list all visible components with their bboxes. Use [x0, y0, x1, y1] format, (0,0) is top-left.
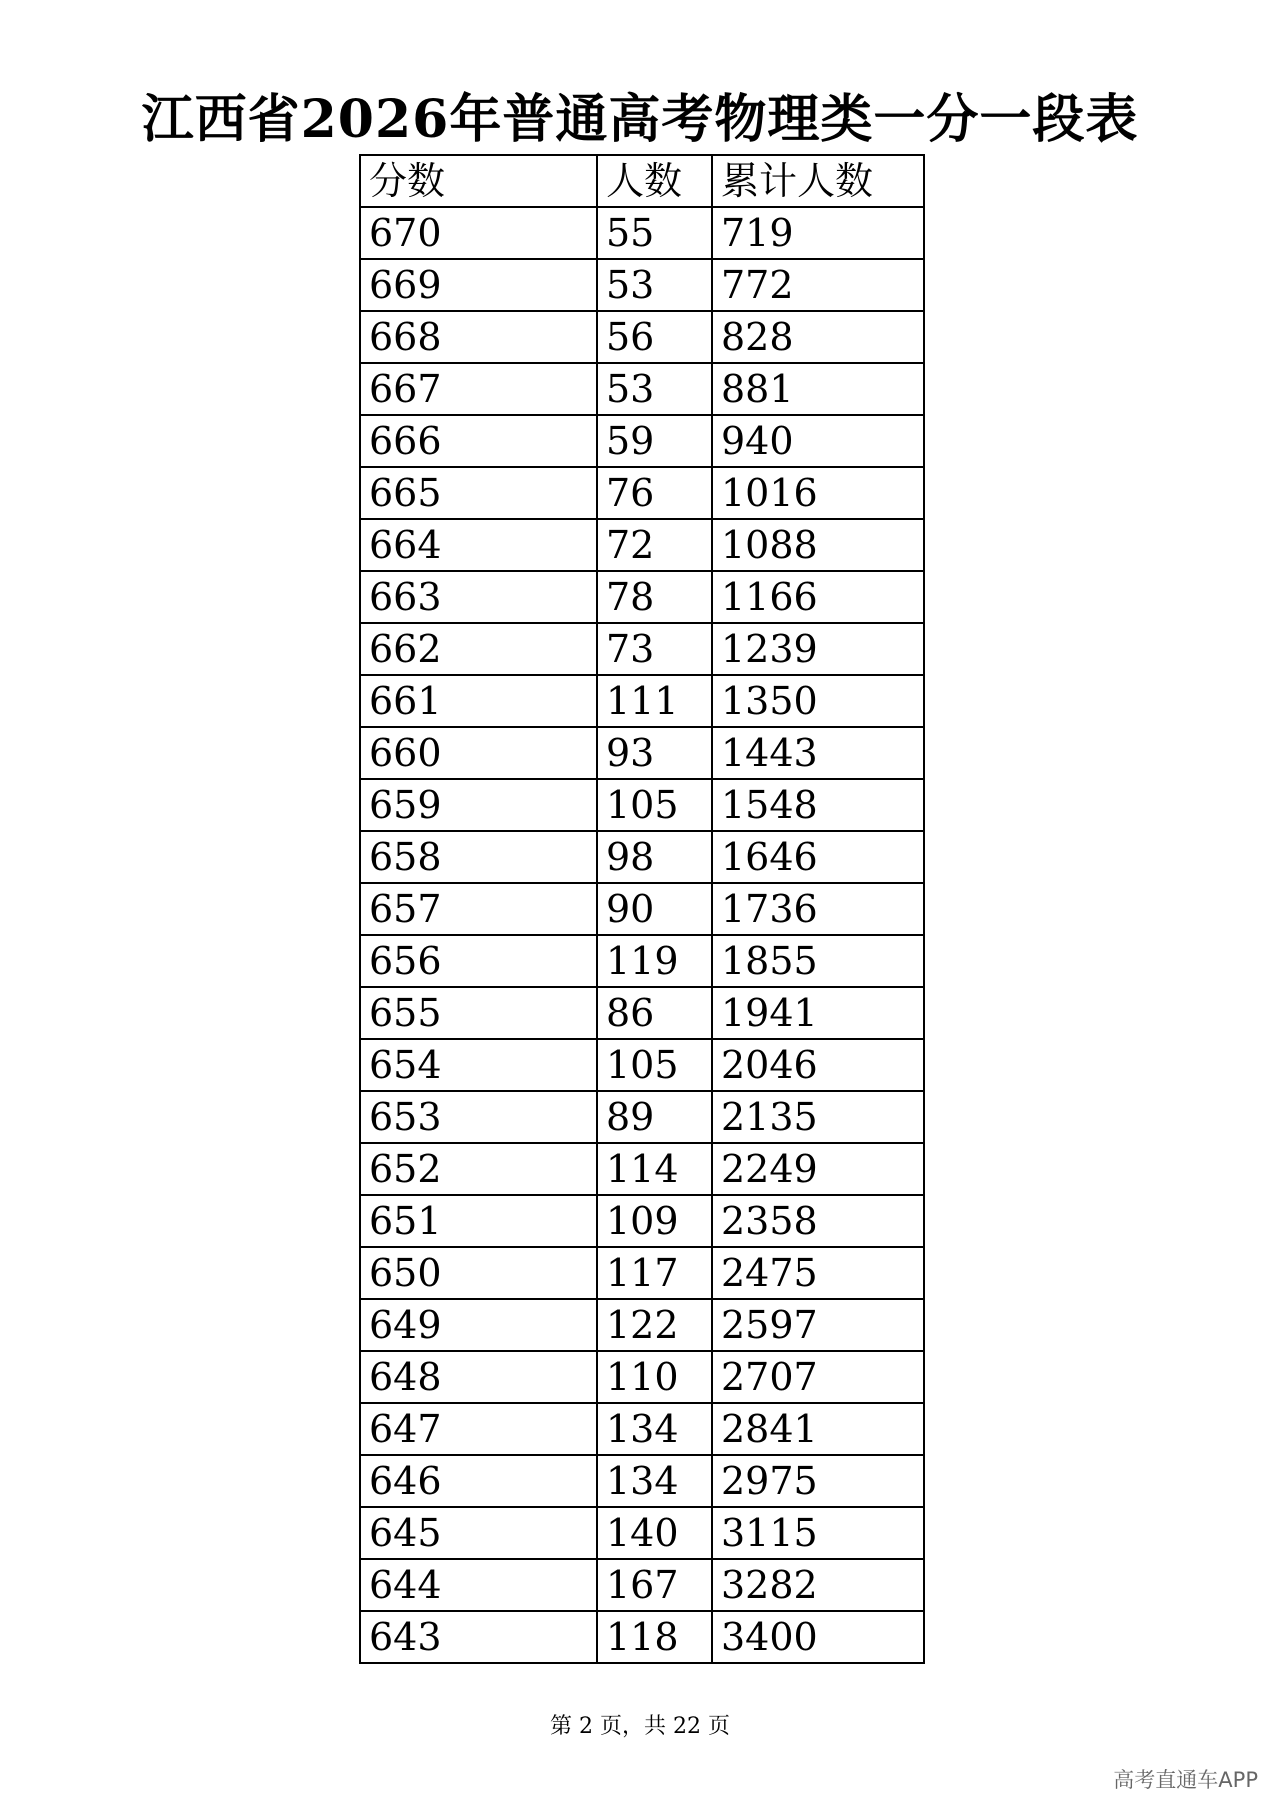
cell-cumulative: 1088 — [712, 519, 924, 571]
page-title: 江西省2026年普通高考物理类一分一段表 — [141, 89, 1139, 150]
cell-cumulative: 1646 — [712, 831, 924, 883]
cell-cumulative: 1548 — [712, 779, 924, 831]
table-row — [360, 519, 924, 571]
cell-count: 93 — [597, 727, 712, 779]
cell-cumulative: 3282 — [712, 1559, 924, 1611]
header-cumulative: 累计人数 — [712, 155, 924, 207]
cell-cumulative: 719 — [712, 207, 924, 259]
cell-score: 654 — [360, 1039, 597, 1091]
table-row — [360, 311, 924, 363]
cell-count: 89 — [597, 1091, 712, 1143]
cell-score: 655 — [360, 987, 597, 1039]
table-row — [360, 935, 924, 987]
table-row — [360, 415, 924, 467]
table-row — [360, 1559, 924, 1611]
cell-count: 90 — [597, 883, 712, 935]
cell-cumulative: 1016 — [712, 467, 924, 519]
cell-cumulative: 2046 — [712, 1039, 924, 1091]
cell-cumulative: 2135 — [712, 1091, 924, 1143]
cell-score: 664 — [360, 519, 597, 571]
cell-score: 666 — [360, 415, 597, 467]
table-row — [360, 675, 924, 727]
cell-cumulative: 881 — [712, 363, 924, 415]
cell-score: 659 — [360, 779, 597, 831]
cell-count: 119 — [597, 935, 712, 987]
table-body — [360, 207, 924, 1663]
cell-score: 658 — [360, 831, 597, 883]
cell-score: 653 — [360, 1091, 597, 1143]
cell-cumulative: 2597 — [712, 1299, 924, 1351]
cell-count: 105 — [597, 1039, 712, 1091]
cell-score: 652 — [360, 1143, 597, 1195]
cell-cumulative: 3400 — [712, 1611, 924, 1663]
table-row — [360, 1611, 924, 1663]
cell-count: 134 — [597, 1455, 712, 1507]
cell-count: 53 — [597, 363, 712, 415]
cell-count: 56 — [597, 311, 712, 363]
cell-score: 660 — [360, 727, 597, 779]
table-row — [360, 883, 924, 935]
cell-score: 670 — [360, 207, 597, 259]
table-row — [360, 1299, 924, 1351]
table-row — [360, 259, 924, 311]
cell-score: 646 — [360, 1455, 597, 1507]
watermark: 高考直通车APP — [1113, 1768, 1258, 1792]
table-row — [360, 207, 924, 259]
table-row — [360, 727, 924, 779]
cell-count: 53 — [597, 259, 712, 311]
cell-score: 669 — [360, 259, 597, 311]
table-row — [360, 1403, 924, 1455]
cell-cumulative: 940 — [712, 415, 924, 467]
score-table — [359, 154, 925, 1664]
cell-score: 649 — [360, 1299, 597, 1351]
cell-count: 110 — [597, 1351, 712, 1403]
cell-score: 662 — [360, 623, 597, 675]
cell-count: 59 — [597, 415, 712, 467]
cell-score: 651 — [360, 1195, 597, 1247]
table-row — [360, 467, 924, 519]
header-score: 分数 — [360, 155, 597, 207]
cell-count: 109 — [597, 1195, 712, 1247]
cell-score: 667 — [360, 363, 597, 415]
cell-count: 140 — [597, 1507, 712, 1559]
cell-cumulative: 2358 — [712, 1195, 924, 1247]
table-row — [360, 1195, 924, 1247]
cell-cumulative: 1443 — [712, 727, 924, 779]
cell-score: 665 — [360, 467, 597, 519]
cell-cumulative: 1855 — [712, 935, 924, 987]
cell-score: 661 — [360, 675, 597, 727]
cell-cumulative: 2841 — [712, 1403, 924, 1455]
cell-cumulative: 1350 — [712, 675, 924, 727]
cell-count: 105 — [597, 779, 712, 831]
cell-count: 55 — [597, 207, 712, 259]
cell-score: 647 — [360, 1403, 597, 1455]
cell-count: 86 — [597, 987, 712, 1039]
cell-cumulative: 1166 — [712, 571, 924, 623]
table-row — [360, 1039, 924, 1091]
cell-count: 122 — [597, 1299, 712, 1351]
cell-score: 644 — [360, 1559, 597, 1611]
cell-count: 117 — [597, 1247, 712, 1299]
cell-count: 98 — [597, 831, 712, 883]
table-row — [360, 831, 924, 883]
cell-count: 134 — [597, 1403, 712, 1455]
table-row — [360, 779, 924, 831]
cell-cumulative: 1941 — [712, 987, 924, 1039]
table-row — [360, 1455, 924, 1507]
cell-count: 72 — [597, 519, 712, 571]
cell-cumulative: 1736 — [712, 883, 924, 935]
table-row — [360, 1143, 924, 1195]
table-row — [360, 987, 924, 1039]
table-header-row — [360, 155, 924, 207]
cell-count: 76 — [597, 467, 712, 519]
cell-cumulative: 2475 — [712, 1247, 924, 1299]
cell-cumulative: 2707 — [712, 1351, 924, 1403]
cell-count: 118 — [597, 1611, 712, 1663]
table-row — [360, 1507, 924, 1559]
cell-count: 167 — [597, 1559, 712, 1611]
table-row — [360, 1091, 924, 1143]
cell-cumulative: 2249 — [712, 1143, 924, 1195]
cell-cumulative: 828 — [712, 311, 924, 363]
cell-cumulative: 772 — [712, 259, 924, 311]
cell-count: 111 — [597, 675, 712, 727]
header-count: 人数 — [597, 155, 712, 207]
cell-score: 663 — [360, 571, 597, 623]
cell-count: 114 — [597, 1143, 712, 1195]
table-row — [360, 623, 924, 675]
cell-score: 643 — [360, 1611, 597, 1663]
cell-count: 78 — [597, 571, 712, 623]
cell-score: 656 — [360, 935, 597, 987]
cell-cumulative: 3115 — [712, 1507, 924, 1559]
cell-score: 645 — [360, 1507, 597, 1559]
cell-cumulative: 2975 — [712, 1455, 924, 1507]
table-row — [360, 1351, 924, 1403]
cell-score: 648 — [360, 1351, 597, 1403]
cell-score: 650 — [360, 1247, 597, 1299]
cell-score: 657 — [360, 883, 597, 935]
cell-score: 668 — [360, 311, 597, 363]
page-footer: 第 2 页，共 22 页 — [550, 1714, 730, 1739]
cell-count: 73 — [597, 623, 712, 675]
table-row — [360, 571, 924, 623]
table-row — [360, 363, 924, 415]
table-row — [360, 1247, 924, 1299]
cell-cumulative: 1239 — [712, 623, 924, 675]
